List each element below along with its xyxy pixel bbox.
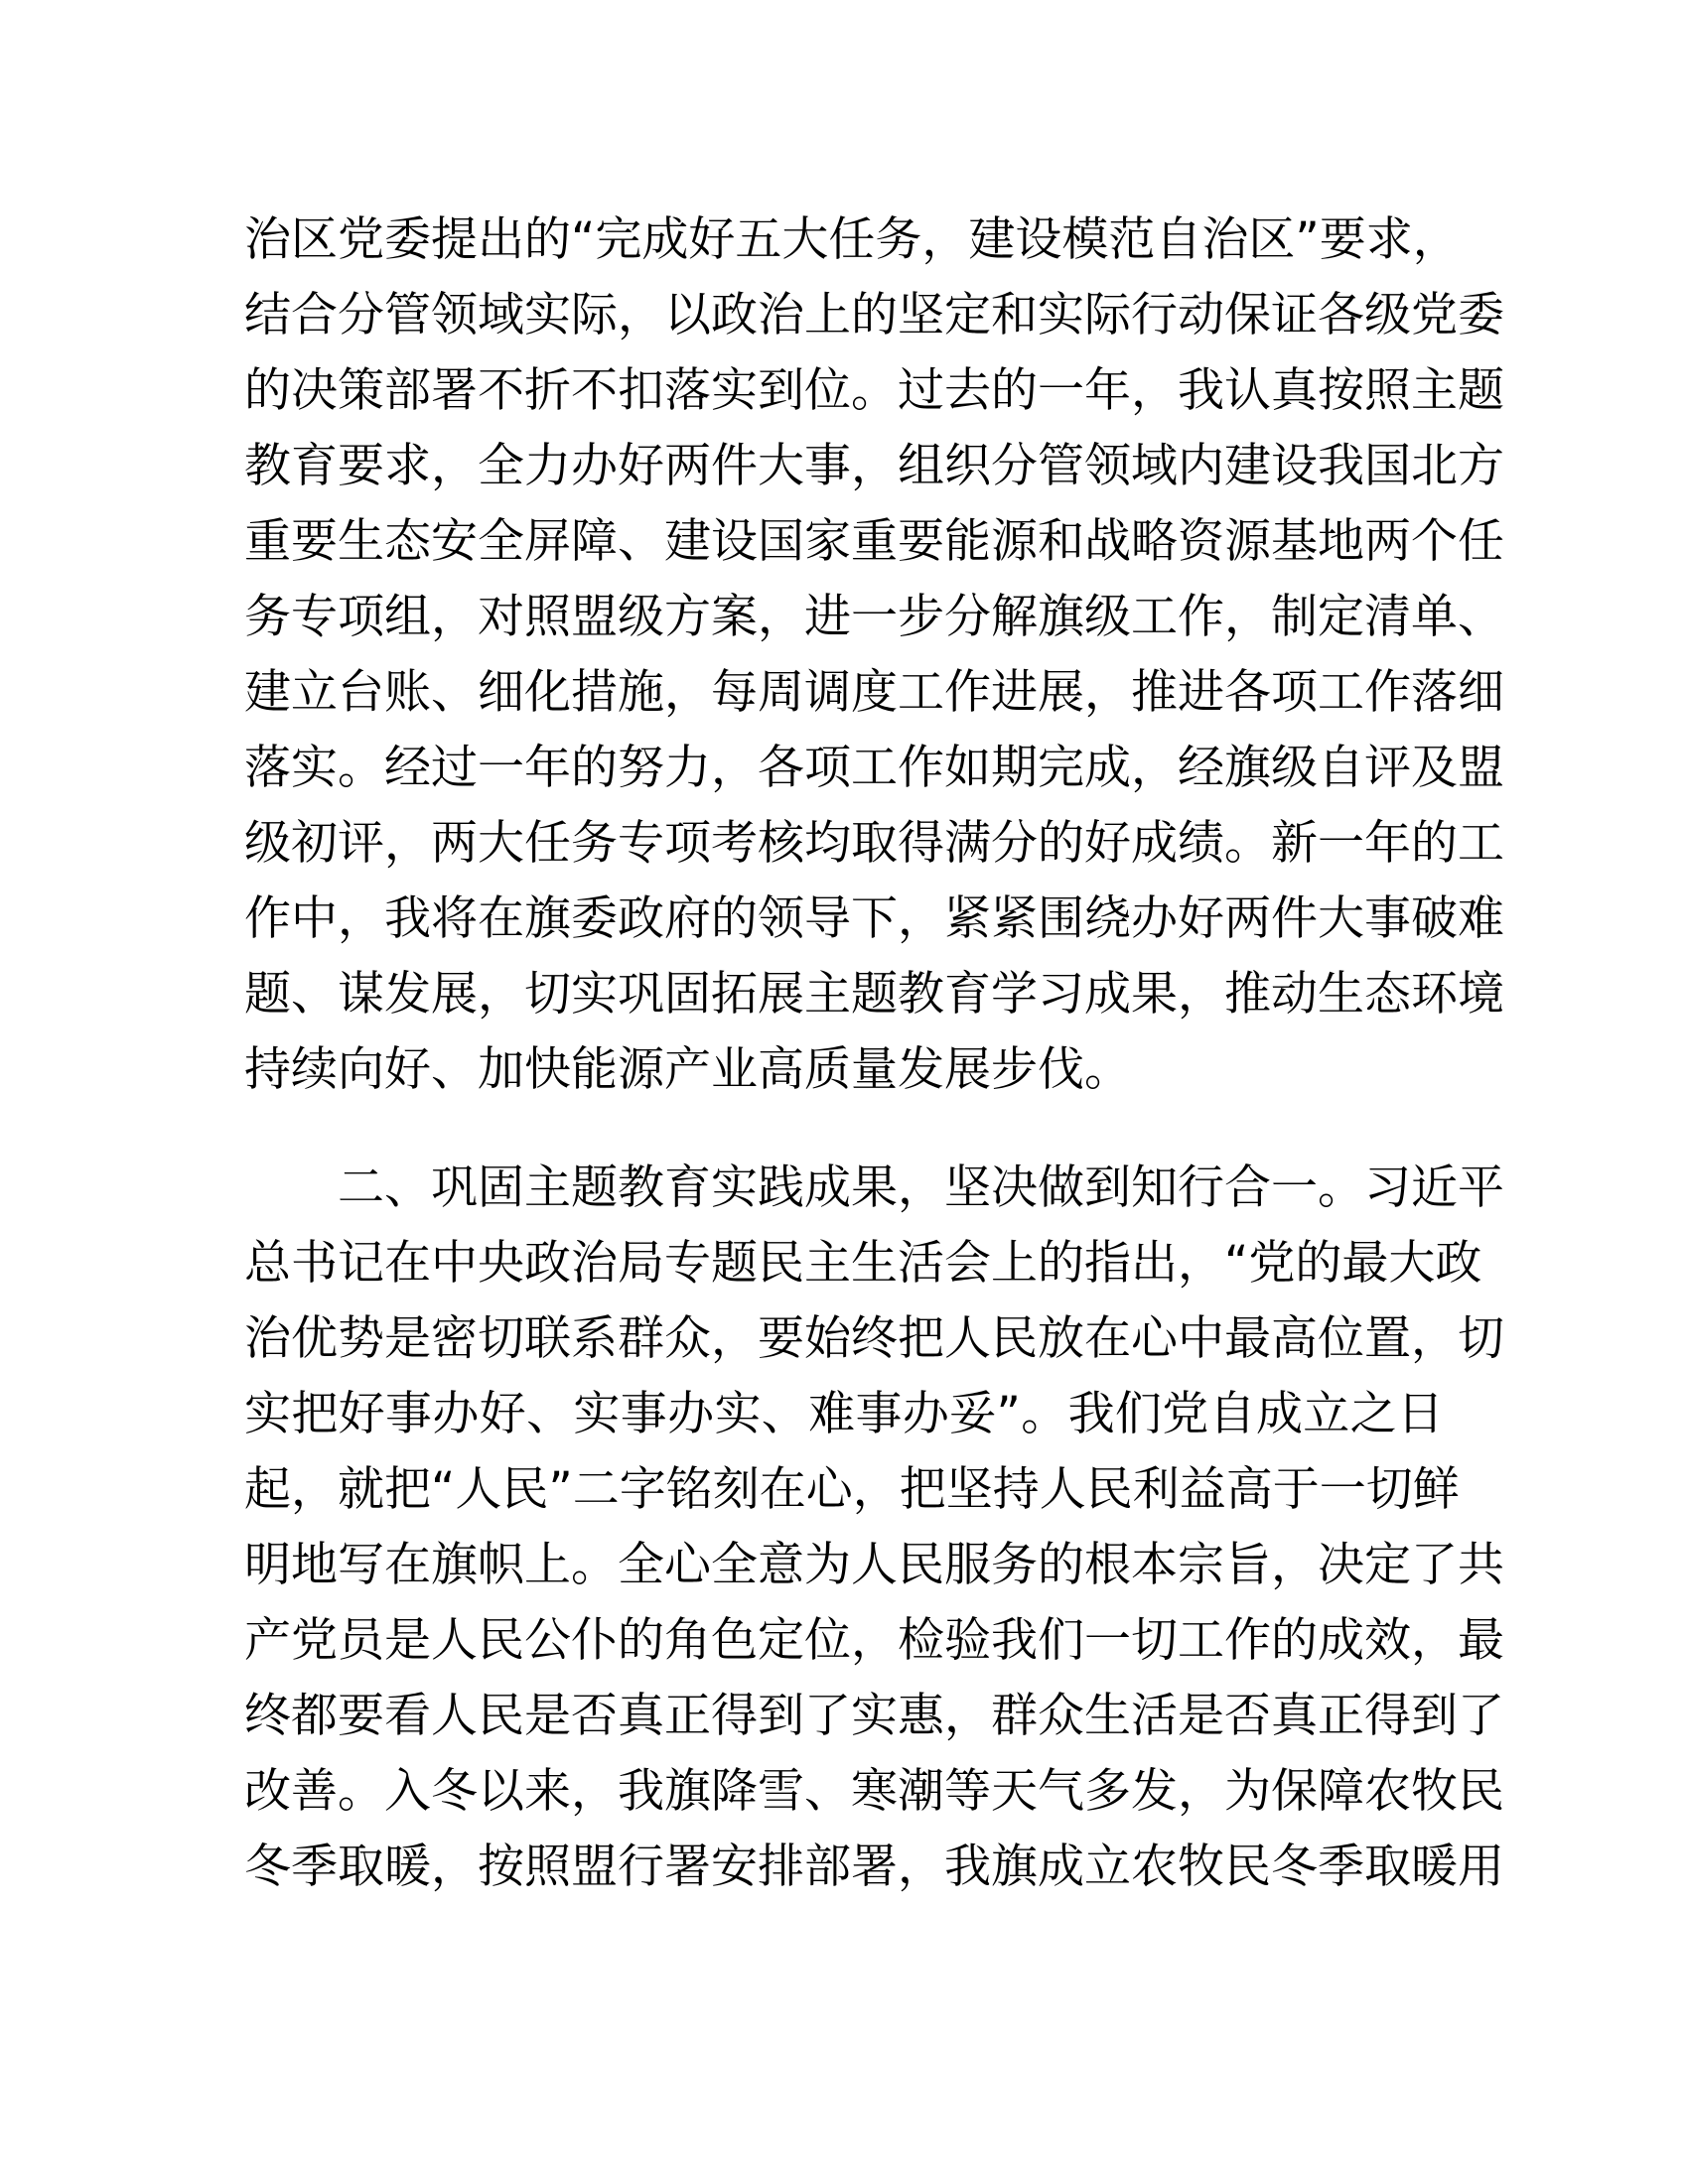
text-line: 持续向好、加快能源产业高质量发展步伐。: [244, 1042, 1131, 1097]
text-line: 二、巩固主题教育实践成果，坚决做到知行合一。习近平: [338, 1160, 1504, 1215]
paragraph-1: [244, 203, 1504, 1108]
text-line: 冬季取暖，按照盟行署安排部署，我旗成立农牧民冬季取暖用: [244, 1840, 1504, 1894]
text-line: 题、谋发展，切实巩固拓展主题教育学习成果，推动生态环境: [244, 967, 1504, 1022]
text-line: 终都要看人民是否真正得到了实惠，群众生活是否真正得到了: [244, 1689, 1504, 1743]
text-line: 作中，我将在旗委政府的领导下，紧紧围绕办好两件大事破难: [244, 891, 1504, 946]
text-line: 级初评，两大任务专项考核均取得满分的好成绩。新一年的工: [244, 816, 1504, 871]
text-line: 改善。入冬以来，我旗降雪、寒潮等天气多发，为保障农牧民: [244, 1764, 1504, 1819]
text-line: 务专项组，对照盟级方案，进一步分解旗级工作，制定清单、: [244, 590, 1504, 644]
paragraph-2: [244, 1151, 1504, 1905]
text-line: 起，就把“人民”二字铭刻在心，把坚持人民利益高于一切鲜: [244, 1462, 1460, 1517]
text-line: 结合分管领域实际，以政治上的坚定和实际行动保证各级党委: [244, 288, 1504, 342]
text-line: 实把好事办好、实事办实、难事办妥”。我们党自成立之日: [244, 1387, 1444, 1441]
text-line: 产党员是人民公仆的角色定位，检验我们一切工作的成效，最: [244, 1613, 1504, 1668]
text-line: 明地写在旗帜上。全心全意为人民服务的根本宗旨，决定了共: [244, 1538, 1504, 1592]
text-line: 重要生态安全屏障、建设国家重要能源和战略资源基地两个任: [244, 514, 1504, 569]
text-line: 落实。经过一年的努力，各项工作如期完成，经旗级自评及盟: [244, 741, 1504, 795]
text-line: 建立台账、细化措施，每周调度工作进展，推进各项工作落细: [244, 665, 1504, 720]
text-line: 治区党委提出的“完成好五大任务，建设模范自治区”要求，: [244, 212, 1460, 267]
text-line: 治优势是密切联系群众，要始终把人民放在心中最高位置，切: [244, 1311, 1504, 1366]
text-line: 的决策部署不折不扣落实到位。过去的一年，我认真按照主题: [244, 363, 1504, 418]
text-line: 总书记在中央政治局专题民主生活会上的指出，“党的最大政: [244, 1236, 1482, 1291]
text-line: 教育要求，全力办好两件大事，组织分管领域内建设我国北方: [244, 439, 1504, 493]
